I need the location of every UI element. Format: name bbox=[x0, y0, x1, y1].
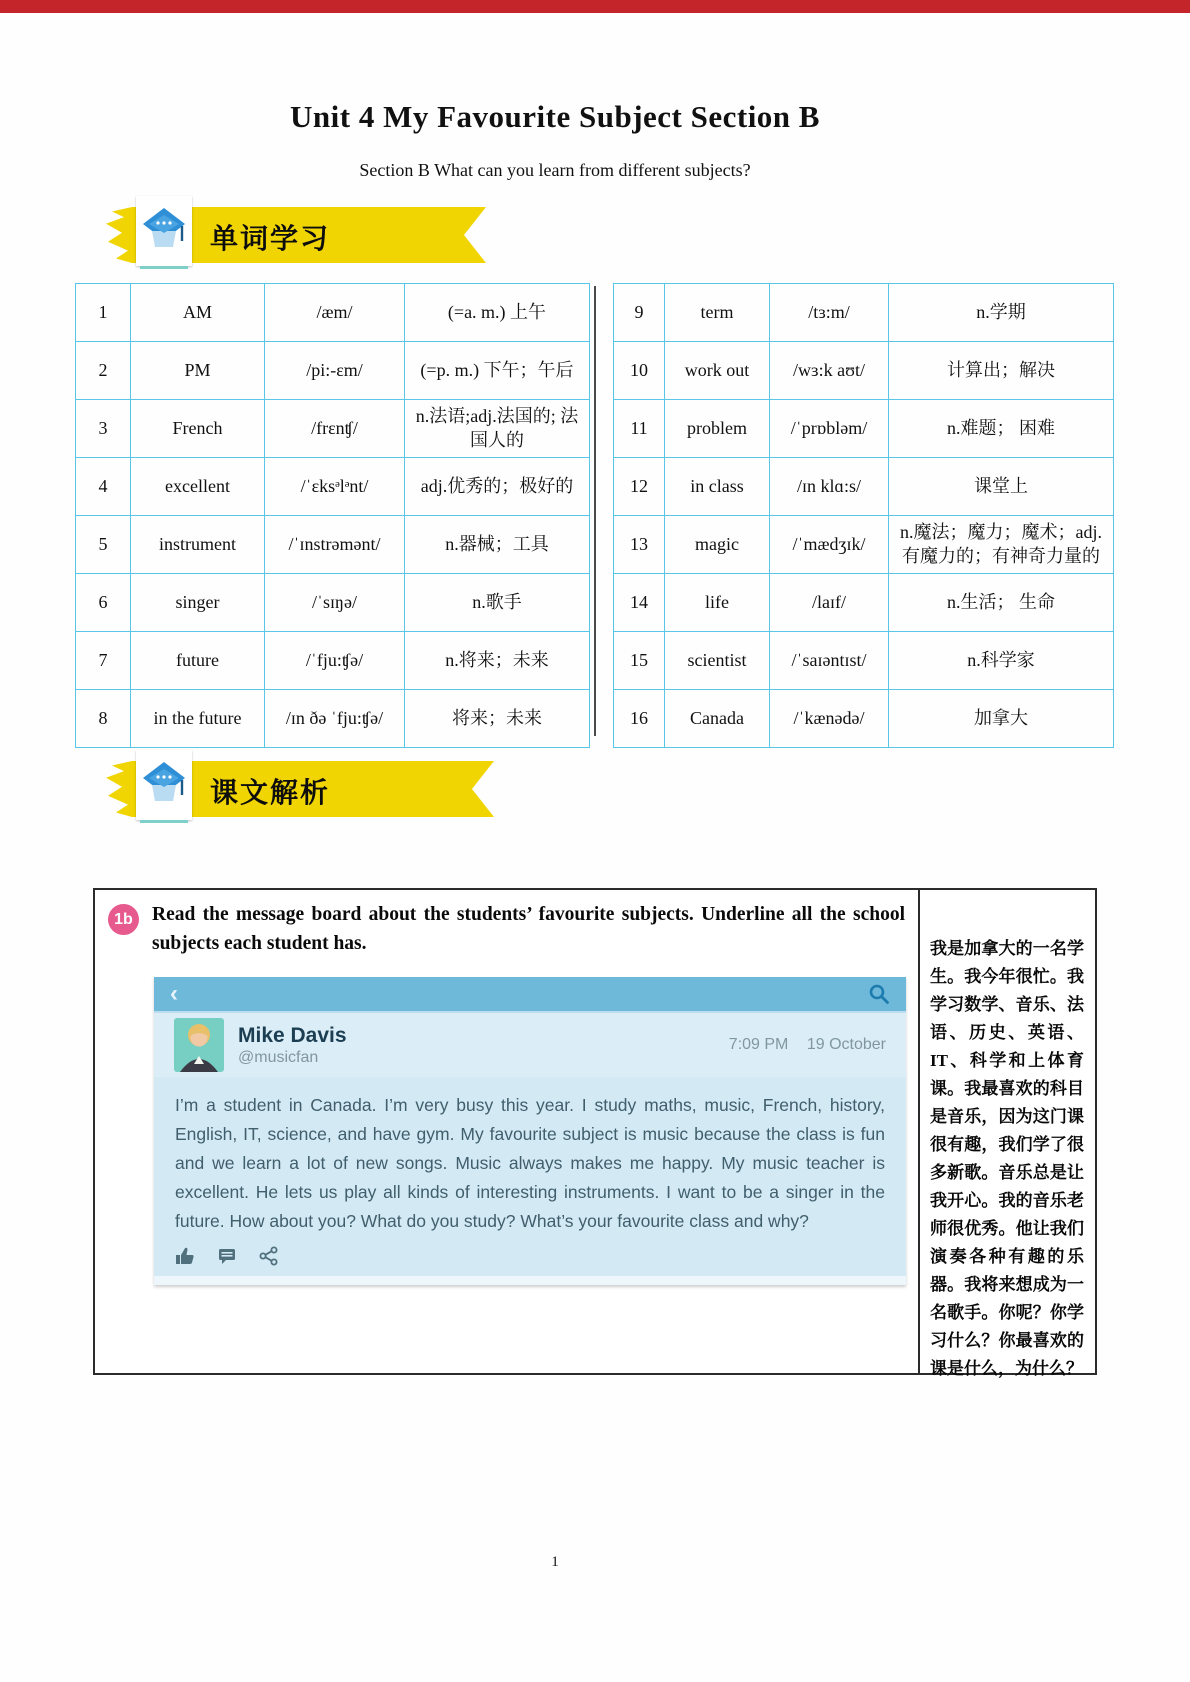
author-handle: @musicfan bbox=[238, 1048, 319, 1066]
page-subtitle: Section B What can you learn from different subjects? bbox=[359, 160, 751, 180]
vocab-cell-word: problem bbox=[665, 400, 770, 458]
avatar bbox=[174, 1018, 224, 1072]
vocab-cell-meaning: n.难题； 困难 bbox=[889, 400, 1114, 458]
vocab-row bbox=[76, 574, 590, 632]
vocab-cell-ipa: /tɜ:m/ bbox=[770, 284, 889, 342]
vocab-banner-label: 单词学习 bbox=[210, 223, 331, 254]
vocab-cell-num: 1 bbox=[76, 284, 131, 342]
translation-column bbox=[918, 890, 1093, 1378]
vocab-section-banner bbox=[106, 203, 486, 265]
vocab-cell-meaning: n.歌手 bbox=[405, 574, 590, 632]
vocab-cell-num: 13 bbox=[614, 516, 665, 574]
vocab-cell-word: term bbox=[665, 284, 770, 342]
vocab-row bbox=[76, 516, 590, 574]
message-board-topbar bbox=[154, 977, 906, 1013]
comment-icon[interactable] bbox=[217, 1246, 237, 1266]
vocab-cell-meaning: n.器械；工具 bbox=[405, 516, 590, 574]
vocab-cell-meaning: 课堂上 bbox=[889, 458, 1114, 516]
vocab-cell-num: 8 bbox=[76, 690, 131, 748]
thumbs-up-icon[interactable] bbox=[175, 1246, 195, 1266]
post-date: 19 October bbox=[806, 1036, 886, 1053]
vocab-cell-ipa: /ɪn klɑ:s/ bbox=[770, 458, 889, 516]
banner-icon-box bbox=[136, 750, 192, 820]
message-action-bar bbox=[154, 1242, 906, 1276]
vocab-cell-meaning: n.科学家 bbox=[889, 632, 1114, 690]
vocab-cell-ipa: /ˈsɪŋə/ bbox=[265, 574, 405, 632]
vocab-cell-word: instrument bbox=[131, 516, 265, 574]
vocab-cell-word: magic bbox=[665, 516, 770, 574]
vocab-cell-word: singer bbox=[131, 574, 265, 632]
vocab-cell-ipa: /æm/ bbox=[265, 284, 405, 342]
author-block bbox=[238, 1024, 715, 1067]
share-icon[interactable] bbox=[259, 1246, 279, 1266]
vocab-row bbox=[614, 400, 1114, 458]
vocab-cell-num: 9 bbox=[614, 284, 665, 342]
vocab-cell-word: scientist bbox=[665, 632, 770, 690]
vocab-cell-meaning: n.生活； 生命 bbox=[889, 574, 1114, 632]
vocab-cell-meaning: 加拿大 bbox=[889, 690, 1114, 748]
vocab-cell-word: French bbox=[131, 400, 265, 458]
vocab-row bbox=[614, 284, 1114, 342]
vocab-cell-ipa: /ˈprɒbləm/ bbox=[770, 400, 889, 458]
vocab-row bbox=[76, 458, 590, 516]
vocab-cell-meaning: 计算出；解决 bbox=[889, 342, 1114, 400]
vocab-row bbox=[76, 284, 590, 342]
vocab-cell-num: 5 bbox=[76, 516, 131, 574]
message-header-row bbox=[154, 1013, 906, 1077]
vocab-cell-num: 16 bbox=[614, 690, 665, 748]
exercise-badge: 1b bbox=[108, 904, 139, 935]
vocab-row bbox=[614, 458, 1114, 516]
vocab-cell-meaning: (=a. m.) 上午 bbox=[405, 284, 590, 342]
vocab-cell-num: 3 bbox=[76, 400, 131, 458]
vocab-table-left bbox=[75, 283, 590, 748]
top-red-strip bbox=[0, 0, 1190, 13]
post-timestamp bbox=[715, 1036, 886, 1054]
vocab-cell-word: PM bbox=[131, 342, 265, 400]
analysis-section-banner bbox=[106, 757, 494, 819]
post-time: 7:09 PM bbox=[728, 1036, 789, 1053]
vocab-cell-word: in the future bbox=[131, 690, 265, 748]
vocab-row bbox=[76, 690, 590, 748]
vocab-cell-ipa: /ˈkænədə/ bbox=[770, 690, 889, 748]
vocab-cell-ipa: /ˈɪnstrəmənt/ bbox=[265, 516, 405, 574]
vocab-cell-word: AM bbox=[131, 284, 265, 342]
vocab-cell-ipa: /ɪn ðə ˈfju:ʧə/ bbox=[265, 690, 405, 748]
vocab-cell-word: work out bbox=[665, 342, 770, 400]
vocab-cell-num: 7 bbox=[76, 632, 131, 690]
vocab-cell-meaning: 将来；未来 bbox=[405, 690, 590, 748]
vocab-cell-num: 4 bbox=[76, 458, 131, 516]
banner-icon-box bbox=[136, 196, 192, 266]
exercise-box bbox=[93, 888, 1097, 1378]
search-icon[interactable] bbox=[868, 983, 890, 1005]
vocab-cell-meaning: adj.优秀的；极好的 bbox=[405, 458, 590, 516]
vocab-cell-ipa: /frɛnʧ/ bbox=[265, 400, 405, 458]
back-button[interactable]: ‹ bbox=[170, 980, 178, 1007]
vocab-cell-word: future bbox=[131, 632, 265, 690]
vocab-row bbox=[76, 400, 590, 458]
author-name: Mike Davis bbox=[238, 1023, 347, 1047]
vocab-cell-ipa: /ˈfju:ʧə/ bbox=[265, 632, 405, 690]
page-number: 1 bbox=[551, 1554, 559, 1570]
vocab-cell-word: in class bbox=[665, 458, 770, 516]
vocab-cell-meaning: (=p. m.) 下午；午后 bbox=[405, 342, 590, 400]
vocab-row bbox=[614, 632, 1114, 690]
message-body-text: I’m a student in Canada. I’m very busy this year. I study maths, music, French, history, English, IT, science, and have gym. My favourite subject is music because the class is fun and we learn a lot of new songs. Music always makes me happy. My music teacher is excellent. He lets us play all kinds of interesting instruments. I want to be a singer in the future. How about you? What do you study? What’s your favourite class and why? bbox=[175, 1095, 885, 1231]
vocab-row bbox=[614, 574, 1114, 632]
vocab-cell-word: excellent bbox=[131, 458, 265, 516]
vocab-cell-meaning: n.魔法；魔力；魔术；adj. 有魔力的；有神奇力量的 bbox=[889, 516, 1114, 574]
graduation-cap-icon bbox=[141, 205, 187, 257]
vocab-row bbox=[76, 342, 590, 400]
vocab-cell-num: 2 bbox=[76, 342, 131, 400]
card-footer-strip bbox=[154, 1276, 906, 1285]
vocab-cell-meaning: n.学期 bbox=[889, 284, 1114, 342]
table-separator-line bbox=[594, 286, 596, 736]
graduation-cap-icon bbox=[141, 759, 187, 811]
analysis-banner-label: 课文解析 bbox=[210, 777, 331, 808]
vocab-cell-num: 11 bbox=[614, 400, 665, 458]
vocab-cell-num: 12 bbox=[614, 458, 665, 516]
vocab-row bbox=[614, 342, 1114, 400]
vocab-row bbox=[76, 632, 590, 690]
vocab-cell-meaning: n.将来；未来 bbox=[405, 632, 590, 690]
vocab-cell-num: 15 bbox=[614, 632, 665, 690]
vocab-cell-num: 14 bbox=[614, 574, 665, 632]
vocab-cell-ipa: /laɪf/ bbox=[770, 574, 889, 632]
vocab-cell-num: 6 bbox=[76, 574, 131, 632]
exercise-left-pane bbox=[95, 890, 918, 1373]
exercise-instruction: Read the message board about the students’ favourite subjects. Underline all the school subjects each student has. bbox=[152, 904, 905, 954]
vocab-cell-ipa: /ˈmædʒɪk/ bbox=[770, 516, 889, 574]
vocab-cell-word: life bbox=[665, 574, 770, 632]
vocab-row bbox=[614, 516, 1114, 574]
vocab-cell-ipa: /wɜ:k aʊt/ bbox=[770, 342, 889, 400]
vocab-row bbox=[614, 690, 1114, 748]
vocab-cell-word: Canada bbox=[665, 690, 770, 748]
message-board-card bbox=[154, 977, 906, 1285]
page-title: Unit 4 My Favourite Subject Section B bbox=[290, 99, 820, 134]
vocab-table-right bbox=[613, 283, 1114, 748]
vocab-cell-ipa: /pi:-ɛm/ bbox=[265, 342, 405, 400]
vocab-cell-ipa: /ˈɛksᵊlᵊnt/ bbox=[265, 458, 405, 516]
vocab-cell-ipa: /ˈsaɪəntɪst/ bbox=[770, 632, 889, 690]
translation-text: 我是加拿大的一名学生。我今年很忙。我学习数学、音乐、法语、历史、英语、IT、科学和上体育课。我最喜欢的科目是音乐，因为这门课很有趣，我们学了很多新歌。音乐总是让我开心。我的音乐老师很优秀。他让我们演奏各种有趣的乐器。我将来想成为一名歌手。你呢？你学习什么？你最喜欢的课是什么，为什么？ bbox=[930, 939, 1084, 1378]
vocab-cell-meaning: n.法语;adj.法国的; 法国人的 bbox=[405, 400, 590, 458]
vocab-cell-num: 10 bbox=[614, 342, 665, 400]
